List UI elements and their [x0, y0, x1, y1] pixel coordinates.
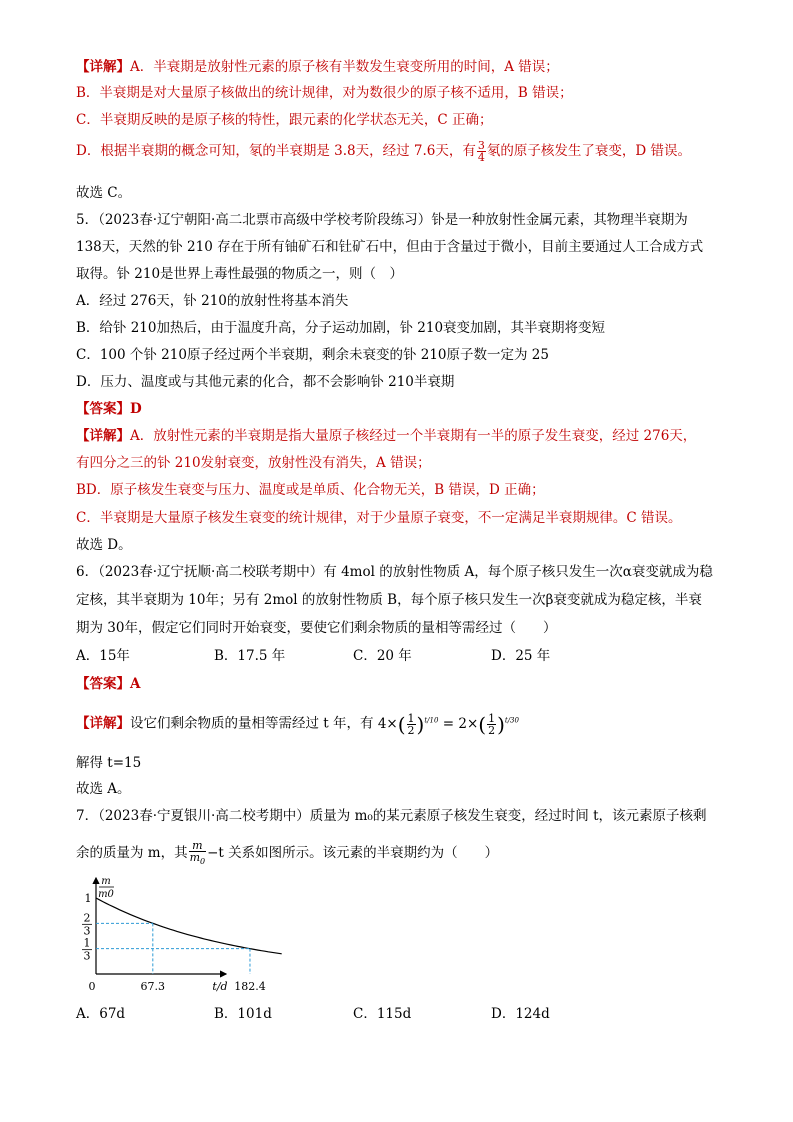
q6-option-b: B．17.5 年 [214, 648, 286, 664]
q5-option-d: D．压力、温度或与其他元素的化合，都不会影响钋 210半衰期 [76, 374, 455, 390]
q6-exp-text: 设它们剩余物质的量相等需经过 t 年，有 [130, 715, 374, 732]
y-tick-denominator: 3 [83, 949, 91, 963]
y-tick-denominator: 3 [83, 924, 91, 938]
x-tick-label: 67.3 [140, 980, 166, 993]
q5-conclusion: 故选 D。 [76, 537, 132, 553]
q5-explanation-2: 有四分之三的钋 210发射衰变，放射性没有消失，A 错误； [76, 455, 431, 471]
explain-tag: 【详解】 [76, 428, 130, 444]
y-axis-label-numerator: m [101, 876, 111, 887]
q5-stem-line3: 取得。钋 210是世界上毒性最强的物质之一，则（ ） [76, 266, 404, 282]
q5-answer: 【答案】D [76, 401, 142, 417]
x-axis-label: t/d [212, 980, 228, 993]
q7-option-c: C．115d [353, 1006, 412, 1022]
q5-stem-line2: 138天，天然的钋 210 存在于所有铀矿石和钍矿石中，但由于含量过于微小，目前主要通过人工合成方式 [76, 239, 704, 255]
x-tick-label: 182.4 [234, 980, 266, 993]
y-tick-numerator: 2 [83, 911, 91, 925]
q4-explanation-c: C．半衰期反映的是原子核的特性，跟元素的化学状态无关，C 正确； [76, 112, 493, 128]
q7-stem-line2 [76, 838, 498, 868]
q6-explanation [76, 706, 519, 738]
explain-tag: 【详解】 [76, 59, 130, 75]
q6-option-a: A．15年 [76, 648, 130, 664]
q4-explanation-d [76, 139, 691, 163]
eq-coef-right: 2 [458, 715, 467, 732]
decay-curve [96, 898, 282, 954]
q7-stem-line1: 7．（2023春·宁夏银川·高二校考期中）质量为 m₀的某元素原子核发生衰变，经过时间 t，该元素原子核剩 [76, 808, 707, 824]
q6-answer: 【答案】A [76, 676, 141, 692]
q7-line2-post: −t 关系如图所示。该元素的半衰期约为（ ） [207, 845, 499, 861]
q7-option-a: A．67d [76, 1006, 126, 1022]
eq-exp-right: t/30 [504, 716, 519, 724]
q6-option-c: C．20 年 [353, 648, 412, 664]
q5-option-b: B．给钋 210加热后，由于温度升高，分子运动加剧，钋 210衰变加剧，其半衰期将变短 [76, 320, 606, 336]
q6-stem-line2: 定核，其半衰期为 10年；另有 2mol 的放射性物质 B，每个原子核只发生一次β衰变就成为稳定核，半衰 [76, 592, 702, 608]
decay-chart [76, 872, 266, 1000]
eq-exp-left: t/10 [424, 716, 439, 724]
q5-explanation-1 [76, 427, 696, 445]
q6-equation: 4×( $\frac{1}{2}$ )$^{t/10}$ = 2×( $\frac{1}{2}$ )$^{t/30}$ [377, 711, 519, 737]
q7-option-d: D．124d [491, 1006, 550, 1022]
q5-explanation-3: BD．原子核发生衰变与压力、温度或是单质、化合物无关，B 错误，D 正确； [76, 482, 545, 498]
fraction-numerator: 3 [477, 139, 485, 152]
eq-coef-left: 4 [377, 715, 387, 732]
q4-explanation-b: B．半衰期是对大量原子核做出的统计规律，对为数很少的原子核不适用，B 错误； [76, 85, 573, 101]
q7-option-b: B．101d [214, 1006, 272, 1022]
explain-tag: 【详解】 [76, 715, 130, 732]
q6-conclusion: 故选 A。 [76, 781, 131, 797]
x-tick-label: 0 [88, 980, 96, 993]
y-tick-label: 1 [84, 892, 92, 905]
y-axis-label-denominator: m0 [98, 889, 114, 900]
q5-stem-line1: 5．（2023春·辽宁朝阳·高二北票市高级中学校考阶段练习）钋是一种放射性金属元素，其物理半衰期为 [76, 212, 688, 228]
q6-solution: 解得 t=15 [76, 755, 142, 771]
q4-explanation-a [76, 58, 559, 76]
q6-stem-line1: 6．（2023春·辽宁抚顺·高二校联考期中）有 4mol 的放射性物质 A，每个原子核只发生一次α衰变就成为稳 [76, 564, 713, 580]
q4-exp-d-pre: D．根据半衰期的概念可知，氡的半衰期是 3.8天，经过 7.6天，有 [76, 143, 476, 159]
q6-option-d: D．25 年 [491, 648, 551, 664]
q4-exp-d-post: 氡的原子核发生了衰变，D 错误。 [486, 143, 691, 159]
q4-conclusion: 故选 C。 [76, 185, 132, 201]
q5-option-a: A．经过 276天，钋 210的放射性将基本消失 [76, 293, 349, 309]
q4-exp-a-text: A．半衰期是放射性元素的原子核有半数发生衰变所用的时间，A 错误； [130, 59, 559, 75]
q5-exp1-text: A．放射性元素的半衰期是指大量原子核经过一个半衰期有一半的原子发生衰变，经过 276天， [130, 428, 697, 444]
q7-line2-pre: 余的质量为 m，其 [76, 845, 188, 861]
q5-option-c: C．100 个钋 210原子经过两个半衰期，剩余未衰变的钋 210原子数一定为 25 [76, 347, 549, 363]
q6-stem-line3: 期为 30年，假定它们同时开始衰变，要使它们剩余物质的量相等需经过（ ） [76, 620, 557, 636]
mass-ratio-fraction: $\frac{m}{m_0}$ [189, 838, 206, 867]
fraction-denominator: 4 [477, 151, 485, 164]
q5-explanation-4: C．半衰期是大量原子核发生衰变的统计规律，对于少量原子衰变，不一定满足半衰期规律。C 错误。 [76, 510, 682, 526]
y-tick-numerator: 1 [83, 936, 91, 950]
fraction-three-quarters [477, 140, 486, 163]
